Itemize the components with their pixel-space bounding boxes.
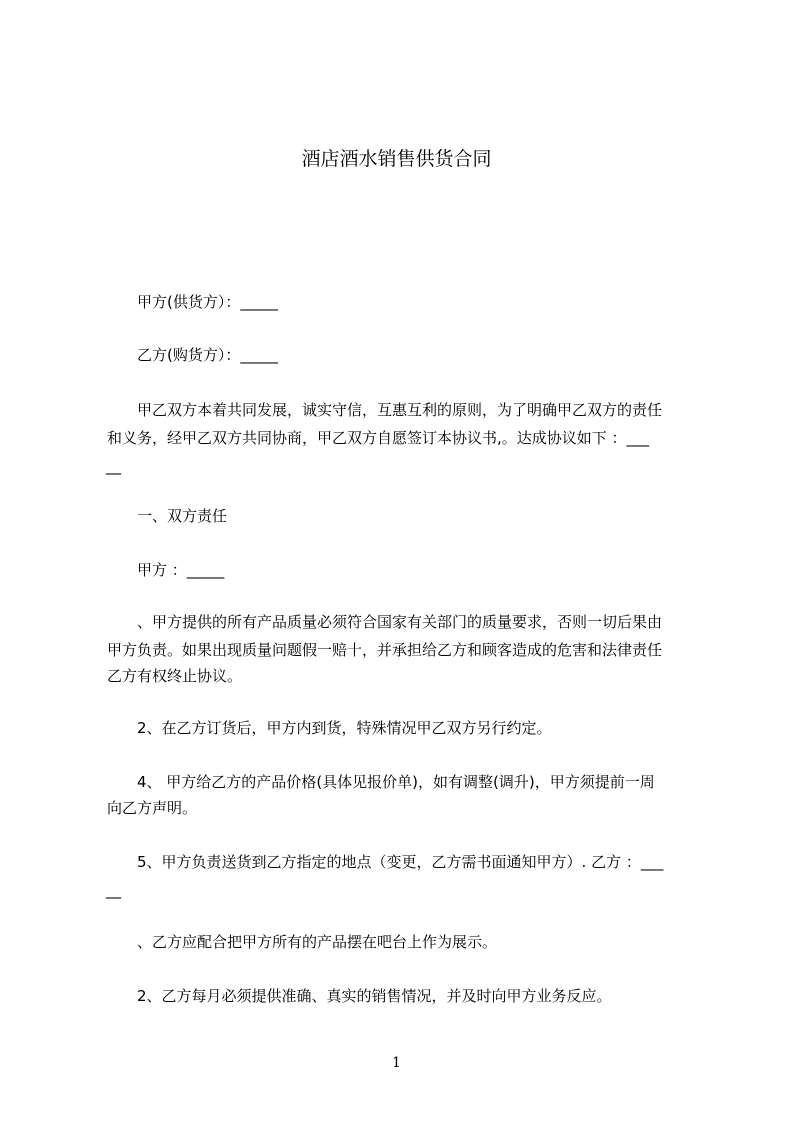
party-b-item-2: 2、乙方每月必须提供准确、真实的销售情况，并及时向甲方业务反应。 [137,987,612,1005]
party-a-item-4-line-1: 4、 甲方给乙方的产品价格(具体见报价单)，如有调整(调升)，甲方须提前一周 [137,773,655,791]
party-b-item-1: 、乙方应配合把甲方所有的产品摆在吧台上作为展示。 [137,933,498,951]
party-a-item-1-line-1: 、甲方提供的所有产品质量必须符合国家有关部门的质量要求，否则一切后果由 [137,613,663,631]
party-a-item-2: 2、在乙方订货后，甲方内到货，特殊情况甲乙双方另行约定。 [137,719,552,737]
party-a-item-1-line-3: 乙方有权终止协议。 [107,667,243,685]
section-heading-responsibilities: 一、双方责任 [137,507,228,525]
party-b-line: 乙方(购货方）：_____ [137,346,278,364]
document-title: 酒店酒水销售供货合同 [301,148,492,170]
intro-paragraph-line-2: 和义务，经甲乙双方共同协商，甲乙双方自愿签订本协议书,。达成协议如下 ：___ [107,429,650,447]
party-a-item-5-line-2: __ [106,881,121,899]
intro-paragraph-line-1: 甲乙双方本着共同发展，诚实守信，互惠互利的原则，为了明确甲乙双方的责任 [137,401,663,419]
party-a-item-4-line-2: 向乙方声明。 [107,799,198,817]
intro-paragraph-line-3: __ [106,457,121,475]
party-a-item-1-line-2: 甲方负责。如果出现质量问题假一赔十，并承担给乙方和顾客造成的危害和法律责任 [107,641,663,659]
party-a-item-5-line-1: 5、甲方负责送货到乙方指定的地点（变更，乙方需书面通知甲方）. 乙方 ：___ [137,853,664,871]
page-number: 1 [392,1055,401,1071]
party-a-line: 甲方(供货方）：_____ [137,293,278,311]
party-a-responsibility-label: 甲方 ：_____ [137,561,225,579]
